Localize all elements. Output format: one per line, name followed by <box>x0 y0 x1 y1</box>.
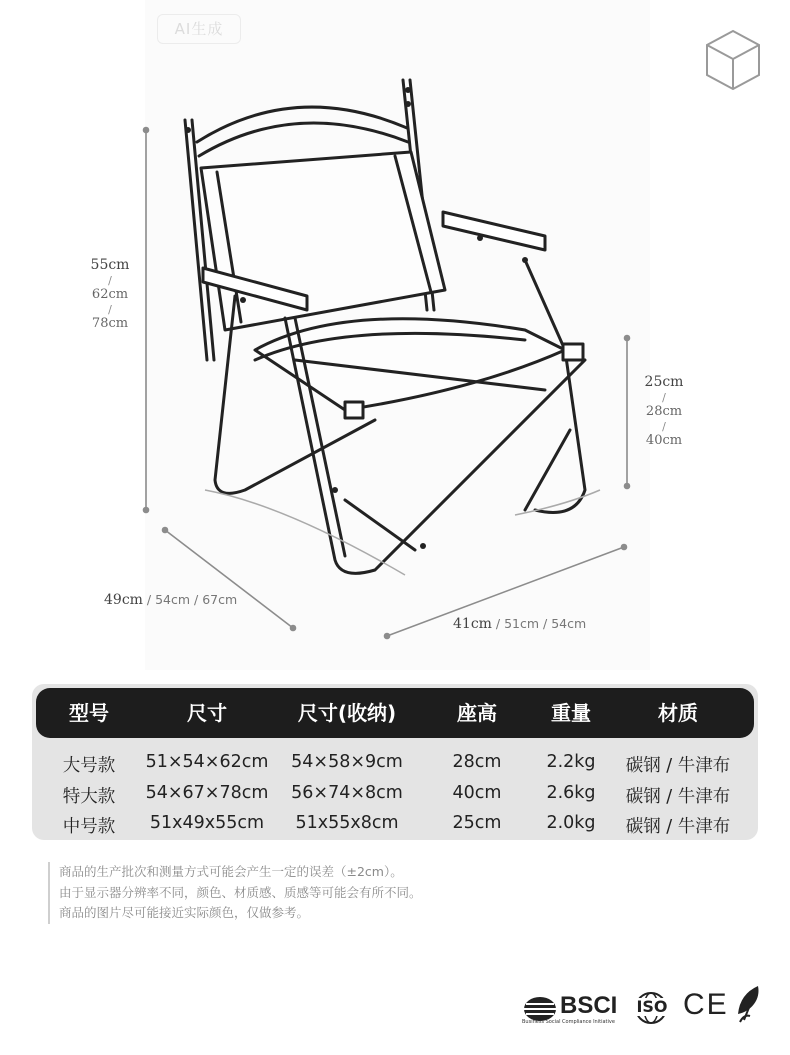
note-line: 商品的图片尽可能接近实际颜色，仅做参考。 <box>59 905 310 920</box>
seat-height-alt1: 28cm <box>645 404 683 419</box>
seat-height-alt2: 40cm <box>645 433 683 448</box>
header-model: 型号 <box>69 701 109 725</box>
note-line: 由于显示器分辨率不同，颜色、材质感、质感等可能会有所不同。 <box>59 884 422 900</box>
cell-weight: 2.0kg <box>546 813 596 833</box>
seat-height-main: 25cm <box>644 374 684 390</box>
seat-height-sep-2: / <box>662 419 666 433</box>
width-main: 41cm <box>453 616 492 632</box>
cell-weight: 2.6kg <box>546 783 596 803</box>
depth-main: 49cm <box>104 592 143 608</box>
height-main: 55cm <box>90 257 130 273</box>
height-alt2: 78cm <box>91 316 129 331</box>
depth-dimension-label <box>104 592 237 608</box>
depth-rest: / 54cm / 67cm <box>146 592 238 607</box>
height-dimension-label <box>88 258 132 332</box>
header-size: 尺寸 <box>187 701 227 725</box>
spec-table-header <box>36 688 754 738</box>
cell-material: 碳钢 / 牛津布 <box>625 756 731 776</box>
header-seat-height: 座高 <box>457 701 497 725</box>
disclaimer-notes <box>48 862 422 924</box>
cell-material: 碳钢 / 牛津布 <box>625 787 731 807</box>
header-weight: 重量 <box>551 701 591 725</box>
header-folded-size: 尺寸(收纳) <box>297 701 397 725</box>
cell-size: 54×67×78cm <box>145 783 269 803</box>
width-dimension-label <box>453 616 586 632</box>
height-alt1: 62cm <box>91 287 129 302</box>
height-sep-2: / <box>108 302 112 316</box>
height-sep-1: / <box>108 273 112 287</box>
cell-seat-height: 40cm <box>452 783 502 803</box>
cell-material: 碳钢 / 牛津布 <box>625 817 731 837</box>
ai-watermark: AI生成 <box>157 14 241 44</box>
cell-size: 51x49x55cm <box>149 813 265 833</box>
leaf-logo-icon <box>734 984 764 1026</box>
cell-model: 大号款 <box>62 756 116 776</box>
cell-seat-height: 28cm <box>452 752 502 772</box>
iso-logo: ISO <box>632 998 672 1016</box>
cell-seat-height: 25cm <box>452 813 502 833</box>
cell-folded-size: 56×74×8cm <box>291 783 403 803</box>
seat-height-dimension-label <box>642 375 686 449</box>
seat-height-sep-1: / <box>662 390 666 404</box>
header-material: 材质 <box>658 701 698 725</box>
width-rest: / 51cm / 54cm <box>495 616 587 631</box>
cell-model: 特大款 <box>62 787 116 807</box>
cell-folded-size: 51x55x8cm <box>295 813 399 833</box>
note-line: 商品的生产批次和测量方式可能会产生一定的误差（±2cm）。 <box>59 864 403 879</box>
bsci-logo: BSCI <box>560 992 618 1019</box>
bsci-subtitle: Business Social Compliance Initiative <box>522 1019 615 1025</box>
cell-model: 中号款 <box>62 817 116 837</box>
ce-mark: CE <box>683 988 729 1021</box>
cell-weight: 2.2kg <box>546 752 596 772</box>
cell-folded-size: 54×58×9cm <box>291 752 403 772</box>
cell-size: 51×54×62cm <box>145 752 269 772</box>
